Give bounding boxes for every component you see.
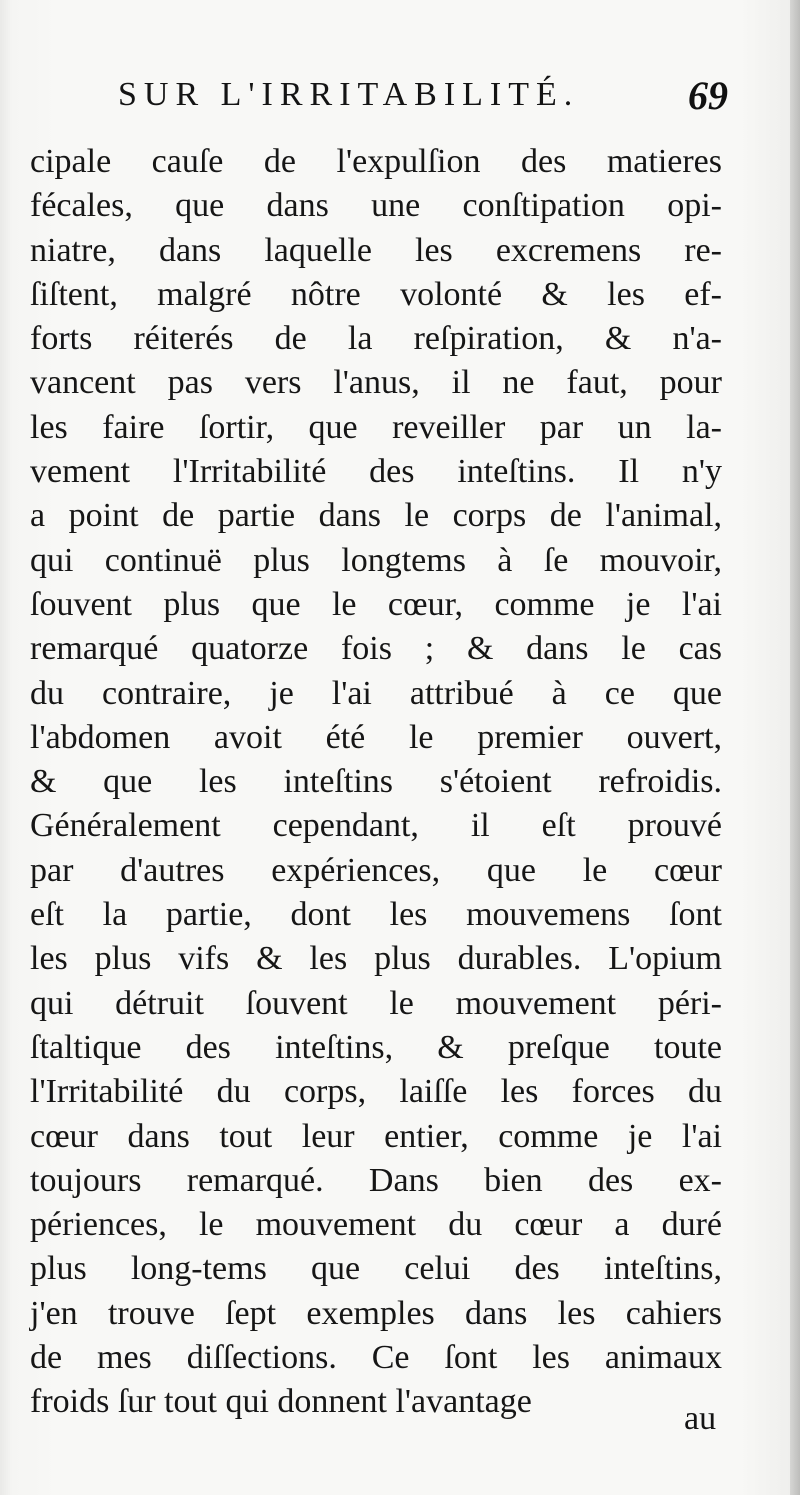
text-line: cœur dans tout leur entier, comme je l'ai	[30, 1117, 722, 1155]
text-line: fécales, que dans une conſtipation opi-	[30, 187, 722, 225]
text-line: vement l'Irritabilité des inteſtins. Il n'y	[30, 453, 722, 491]
text-line: qui détruit ſouvent le mouvement péri-	[30, 984, 722, 1022]
text-line: a point de partie dans le corps de l'animal,	[30, 497, 722, 535]
body-text	[30, 140, 722, 1425]
text-line: vancent pas vers l'anus, il ne faut, pour	[30, 364, 722, 402]
text-line: cipale cauſe de l'expulſion des matieres	[30, 143, 722, 180]
text-line: plus long-tems que celui des inteſtins,	[30, 1250, 722, 1288]
page-number: 69	[688, 73, 728, 118]
text-line: froids ſur tout qui donnent l'avantage	[30, 1383, 532, 1421]
text-line: forts réiterés de la reſpiration, & n'a-	[30, 320, 722, 358]
text-line: ſouvent plus que le cœur, comme je l'ai	[30, 585, 722, 623]
text-line: ſtaltique des inteſtins, & preſque toute	[30, 1028, 722, 1066]
text-line: j'en trouve ſept exemples dans les cahiers	[30, 1294, 722, 1332]
text-line: les faire ſortir, que reveiller par un la-	[30, 408, 722, 446]
text-line: Généralement cependant, il eſt prouvé	[30, 807, 722, 845]
page-header	[118, 72, 728, 126]
text-line: eſt la partie, dont les mouvemens ſont	[30, 896, 722, 934]
text-line: l'abdomen avoit été le premier ouvert,	[30, 718, 722, 756]
text-line: les plus vifs & les plus durables. L'opium	[30, 940, 722, 978]
text-line: remarqué quatorze fois ; & dans le cas	[30, 630, 722, 668]
text-line: niatre, dans laquelle les excremens re-	[30, 231, 722, 269]
text-line: ſiſtent, malgré nôtre volonté & les ef-	[30, 275, 722, 313]
running-title: SUR L'IRRITABILITÉ.	[118, 76, 580, 113]
text-line: du contraire, je l'ai attribué à ce que	[30, 674, 722, 712]
text-line: qui continuë plus longtems à ſe mouvoir,	[30, 541, 722, 579]
text-line: périences, le mouvement du cœur a duré	[30, 1206, 722, 1244]
text-line: toujours remarqué. Dans bien des ex-	[30, 1161, 722, 1199]
page-edge-shadow	[790, 0, 800, 1495]
text-line: l'Irritabilité du corps, laiſſe les forces du	[30, 1073, 722, 1111]
text-line: par d'autres expériences, que le cœur	[30, 851, 722, 889]
text-line: & que les inteſtins s'étoient refroidis.	[30, 763, 722, 801]
catchword: au	[684, 1400, 717, 1437]
text-line: de mes diſſections. Ce ſont les animaux	[30, 1339, 722, 1377]
